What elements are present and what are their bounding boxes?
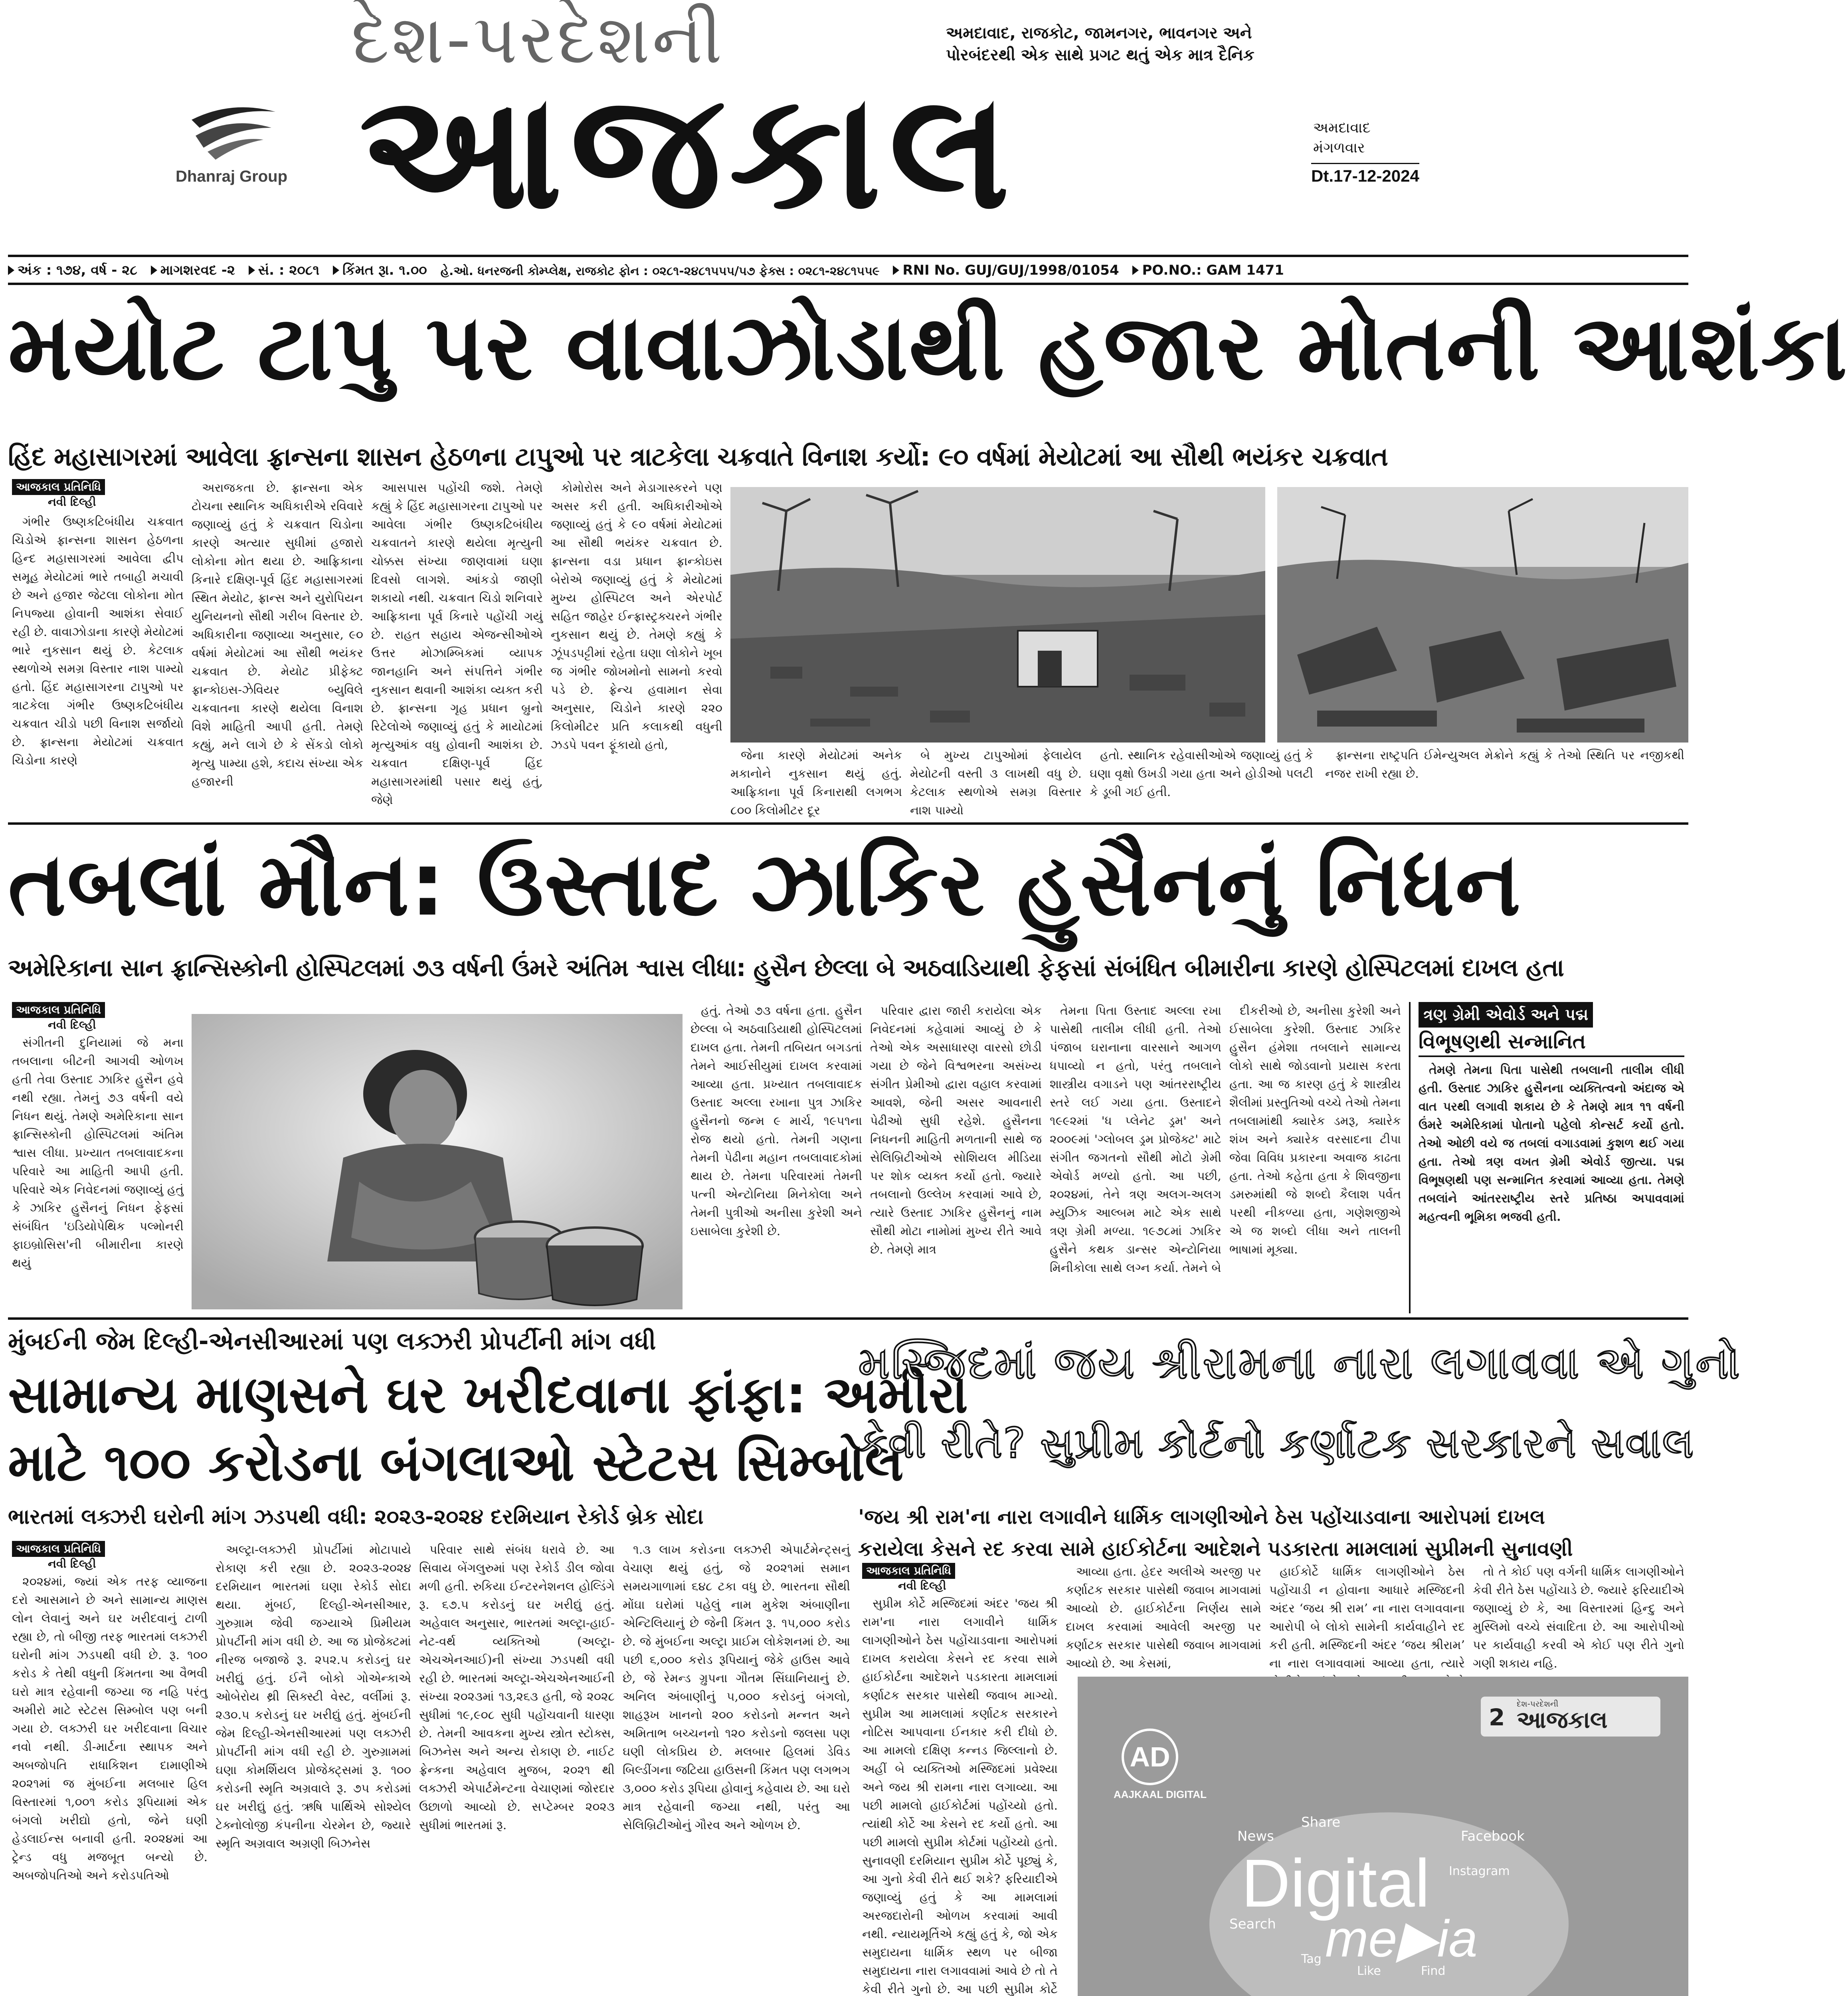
story3-kicker: મુંબઈની જેમ દિલ્હી-એનસીઆરમાં પણ લક્ઝરી પ્રોપર્ટીની માંગ વધી [8,1327,656,1355]
story1-headline: મયોટ ટાપુ પર વાવાઝોડાથી હજાર મોતની આશંકા [8,294,1848,400]
ad-paper-small: દેશ-પરદેશની [1517,1699,1559,1709]
story4-subhead-2: કરાયેલા કેસને રદ કરવા સામે હાઈકોર્ટના આદેશને પડકારતા મામલામાં સુપ્રીમની સુનાવણી [858,1537,1573,1560]
issue-number: અંક : ૧૭૪, વર્ષ - ૨૮ [18,262,137,278]
ad-brand: AAJKAAL DIGITAL [1114,1788,1207,1800]
story1-subhead: હિંદ મહાસાગરમાં આવેલા ફ્રાન્સના શાસન હેઠળના ટાપુઓ પર ત્રાટકેલા ચક્રવાતે વિનાશ કર્યો: ૯૦ વર્ષમાં મેયોટમાં આ સૌથી ભયંકર ચક્રવાત [8,442,1388,472]
story2-column-2: હતું. તેઓ ૭૩ વર્ષના હતા. હુસૈન છેલ્લા બે અઠવાડિયાથી હોસ્પિટલમાં દાખલ હતા. તેમની તબિયત બગડતાં તેમને આઈસીયુમાં દાખલ કરવામાં આવ્યા હતા. પ્રખ્યાત તબલાવાદક ઉસ્તાદ અલ્લા રખાના પુત્ર ઝાકિર હુસૈનનો જન્મ ૯ માર્ચ, ૧૯૫૧ના રોજ થયો હતો. તેમની ગણના તેમની પેઢીના મહાન તબલાવાદકોમાં થાય છે. તેમના પરિવારમાં તેમની પત્ની એન્ટોનિયા મિનેકોલા અને તેમની પુત્રીઓ અનીસા કુરેશી અને ઇસાબેલા કુરેશી છે. [691,1004,862,1238]
ad-word-like: Like [1357,1964,1381,1978]
story1-column-4: કોમોરોસ અને મેડાગાસ્કરને પણ અસર કરી હતી. અધિકારીઓએ જણાવ્યું હતું કે ૯૦ વર્ષમાં મેયોટમાં આ સૌથી ભયંકર ચક્રવાત છે. ફ્રાન્સના વડા પ્રધાન ફ્રાન્કોઇસ બેરોએ જણાવ્યું હતું કે મેયોટમાં મુખ્ય હોસ્પિટલ અને એરપોર્ટ સહિત જાહેર ઈન્ફ્રાસ્ટ્રક્ચરને ગંભીર નુકસાન થયું છે. તેમણે કહ્યું કે ઝૂંપડપટ્ટીમાં રહેતા ઘણા લોકોને ખૂબ જ ગંભીર જોખમોનો સામનો કરવો પડે છે. ફ્રેન્ચ હવામાન સેવા અનુસાર, ચિડોને કારણે ૨૨૦ કિલોમીટર પ્રતિ કલાકથી વધુની ઝડપે પવન ફૂંકાયો હતો, [551,481,722,752]
lunar-date: માગશરવદ -૨ [160,262,235,278]
story3-column-4: ૧.૩ લાખ કરોડના લક્ઝરી એપાર્ટમેન્ટ્સનું વેચાણ થયું હતું, જે ૨૦૨૧માં સમાન સમયગાળામાં ૬૪૮ ટકા વધુ છે. ભારતના સૌથી મોંઘા ઘરોમાં પહેલું નામ મુકેશ અંબાણીના એન્ટિલિયાનું છે જેની કિંમત રૂ. ૧૫,૦૦૦ કરોડ છે. જે મુંબઈના અલ્ટ્રા પ્રાઈમ લોકેશનમાં છે. આ પછી ૬,૦૦૦ કરોડ રૂપિયાનું જેકે હાઉસ આવે છે, જે રેમન્ડ ગ્રુપના ગૌતમ સિંઘાનિયાનું છે. અનિલ અંબાણીનું ૫,૦૦૦ કરોડનું બંગલો, શાહરૂખ ખાનનો ૨૦૦ કરોડનો મન્નત અને અમિતાભ બચ્ચનનો ૧૨૦ કરોડનો જલસા પણ ઘણી લોકપ્રિય છે. મલબાર હિલમાં ડેવિડ બિલ્ડીંગના જટિયા હાઉસની કિંમત પણ લગભગ ૩,૦૦૦ કરોડ રૂપિયા હોવાનું કહેવાય છે. આ ઘરો માત્ર રહેવાની જગ્યા નથી, પરંતુ આ સેલિબ્રિટીઓનું ગૌરવ અને ઓળખ છે. [623,1543,850,1832]
story1-column-3: આસપાસ પહોંચી જશે. તેમણે કહ્યું કે હિંદ મહાસાગરના ટાપુઓ પર આવેલા ગંભીર ઉષ્ણકટિબંધીય ચક્રવાતને કારણે થયેલા મૃત્યુની ચોક્કસ સંખ્યા જાણવામાં ઘણા દિવસો લાગશે. આંકડો જાણી શકાયો નથી. ચક્રવાત ચિડો શનિવારે આફ્રિકાના પૂર્વ કિનારે પહોંચી ગયું છે. રાહત સહાય એજન્સીઓએ ઉત્તર મોઝામ્બિકમાં વ્યાપક જાનહાનિ અને સંપત્તિને ગંભીર નુકસાન થવાની આશંકા વ્યક્ત કરી છે. ફ્રાન્સના ગૃહ પ્રધાન બ્રુનો રિટેલોએ જણાવ્યું હતું કે માયોટમાં મૃત્યુઆંક વધુ હોવાની આશંકા છે. ચક્રવાત દક્ષિણ-પૂર્વ હિંદ મહાસાગરમાંથી પસાર થયું હતું, જેણે [371,481,543,807]
story4-column-2: આવ્યા હતા. હેદર અલીએ અરજી પર કર્ણાટક સરકાર પાસેથી જવાબ માગવામાં આવ્યો છે. હાઈકોર્ટના નિર્ણય સામે દાખલ કરવામાં આવેલી અરજી પર કર્ણાટક સરકાર પાસેથી જવાબ માગવામાં આવ્યો છે. આ કેસમાં, [1066,1565,1261,1671]
story3-column-1: ૨૦૨૪માં, જ્યાં એક તરફ વ્યાજના દરો આસમાને છે અને સામાન્ય માણસ લોન લેવાનું અને ઘર ખરીદવાનું ટાળી રહ્યા છે, તો બીજી તરફ ભારતમાં લક્ઝરી ઘરોની માંગ ઝડપથી વધી છે. રૂ. ૧૦૦ કરોડ કે તેથી વધુની કિંમતના આ વૈભવી ઘરો માત્ર રહેવાની જગ્યા જ નહિ પરંતુ અમીરો માટે સ્ટેટસ સિમ્બોલ પણ બની ગયા છે. લક્ઝરી ઘર ખરીદવાના વિચાર નવો નથી. ડી-માર્ટના સ્થાપક અને અબજોપતિ રાધાકિશન દામાણીએ ૨૦૨૧માં જ મુંબઈના મલબાર હિલ વિસ્તારમાં ૧,૦૦૧ કરોડ રૂપિયામાં એક બંગલો ખરીદ્યો હતો, જેને ઘણી હેડલાઈન્સ બનાવી હતી. ૨૦૨૪માં આ ટ્રેન્ડ વધુ મજબૂત બન્યો છે. અબજોપતિઓ અને કરોડપતિઓ [12,1575,208,1883]
byline-label: આજકાલ પ્રતિનિધિ [12,1002,105,1018]
story4-column-4: તો તે કોઈ પણ વર્ગની ધાર્મિક લાગણીઓને કેવી રીતે ઠેસ પહોંચાડે છે. જ્યારે ફરિયાદીએ જણાવ્યું છે કે, આ વિસ્તારમાં હિન્દુ અને મુસ્લિમો વચ્ચે સંવાદિતા છે. આ આરોપીઓ પર કાર્યવાહી કરવી એ કોઈ પણ રીતે ગુનો ગણી શકાય નહિ. [1473,1565,1684,1671]
story2-subhead: અમેરિકાના સાન ફ્રાન્સિસ્કોની હોસ્પિટલમાં ૭૩ વર્ષની ઉંમરે અંતિમ શ્વાસ લીધા: હુસૈન છેલ્લા બે અઠવાડિયાથી ફેફસાં સંબંધિત બીમારીના કારણે હોસ્પિટલમાં દાખલ હતા [8,954,1564,982]
story1-column-8: ફ્રાન્સના રાષ્ટ્રપતિ ઈમેન્યુઅલ મેક્રોને કહ્યું કે તેઓ સ્થિતિ પર નજીકથી નજર રાખી રહ્યા છે. [1325,748,1684,781]
ad-paper-name: આજકાલ [1517,1706,1608,1733]
tagline-line-1: અમદાવાદ, રાજકોટ, જામનગર, ભાવનગર અને [946,24,1252,42]
story4-subhead-1: 'જય શ્રી રામ'ના નારા લગાવીને ધાર્મિક લાગણીઓને ઠેસ પહોંચાડવાના આરોપમાં દાખલ [858,1505,1545,1529]
story3-byline [12,1541,180,1571]
dateline: નવી દિલ્હી [48,1018,96,1032]
zakir-hussain-photo [192,1014,683,1309]
ad-word-share: Share [1301,1814,1341,1830]
story3-headline-line-2: માટે ૧૦૦ કરોડના બંગલાઓ સ્ટેટસ સિમ્બોલ [8,1433,904,1493]
story4-column-3: હાઈકોર્ટે ધાર્મિક લાગણીઓને ઠેસ પહોંચાડી ન હોવાના આધારે મસ્જિદની અંદર ‘જય શ્રી રામ’ ના નારા લગાવવાના આરોપી બે લોકો સામેની કાર્યવાહીને રદ કરી હતી. મસ્જિદની અંદર ‘જય શ્રીરામ’ ના નારા લગાવવામાં આવ્યા હતા, ત્યારે [1269,1565,1465,1671]
postal-number: PO.NO.: GAM 1471 [1142,262,1284,278]
dateline: નવી દિલ્હી [48,495,96,509]
story2-column-1: સંગીતની દુનિયામાં જે મના તબલાના બીટની આગવી ઓળખ હતી તેવા ઉસ્તાદ ઝાકિર હુસૈન હવે નથી રહ્યા. તેમનું ૭૩ વર્ષની વયે નિધન થયું. તેમણે અમેરિકાના સાન ફ્રાન્સિસ્કોની હોસ્પિટલમાં અંતિમ શ્વાસ લીધા. પ્રખ્યાત તબલાવાદકના પરિવારે આ માહિતી આપી હતી. પરિવારે એક નિવેદનમાં જણાવ્યું હતું કે ઝાકિર હુસૈનનું નિધન ફેફસાં સંબંધિત 'ઇડિયોપેથિક પલ્મોનરી ફાઇબ્રોસિસ'ની બીમારીના કારણે થયું [12,1036,184,1270]
rni-number: RNI No. GUJ/GUJ/1998/01054 [902,262,1119,278]
cyclone-damage-photo-2 [1277,487,1688,743]
aajkaal-digital-logo-icon: AD [1122,1729,1178,1785]
group-name: Dhanraj Group [176,168,288,185]
story2-column-5: દીકરીઓ છે, અનીસા કુરેશી અને ઈસાબેલા કુરેશી. ઉસ્તાદ ઝાકિર હુસૈન હંમેશા તબલાને સામાન્ય લોકો સાથે જોડવાનો પ્રયાસ કરતા હતા. આ જ કારણ હતું કે શાસ્ત્રીય શૈલીમાં પ્રસ્તુતિઓ વચ્ચે તેઓ તેમના તબલામાંથી ક્યારેક ડમરૂ, ક્યારેક શંખ અને ક્યારેક વરસાદના ટીપા જેવા વિવિધ પ્રકારના અવાજ કાઢતા હતા. તેઓ કહેતા હતા કે શિવજીના ડમરુમાંથી જે શબ્દો કૈલાશ પર્વત પરથી નીકળ્યા હતા, ગણેશજીએ એ જ શબ્દો લીધા અને તાલની ભાષામાં મૂક્યા. [1229,1004,1401,1257]
story3-headline-line-1: સામાન્ય માણસને ઘર ખરીદવાના ફાંફા: અમીરો [8,1365,968,1425]
dhanraj-logo-icon [184,96,279,164]
story4-byline [862,1563,1030,1593]
meta-bar [8,260,1688,280]
edition-date: Dt.17-12-2024 [1311,163,1419,186]
ad-aajkaal-logo [1481,1697,1660,1737]
ad-media-text: me▶ia [1325,1909,1478,1968]
story2-byline [12,1002,180,1032]
awards-box-text: તેમણે તેમના પિતા પાસેથી તબલાની તાલીમ લીધી હતી. ઉસ્તાદ ઝાકિર હુસૈનના વ્યક્તિત્વનો અંદાજ એ વાત પરથી લગાવી શકાય છે કે તેમણે માત્ર ૧૧ વર્ષની ઉંમરે અમેરિકામાં પોતાનો પહેલો કોન્સર્ટ કર્યો હતો. તેઓ ઓછી વયે જ તબલાં વગાડવામાં કુશળ થઈ ગયા હતા. તેઓ ત્રણ વખત ગ્રેમી એવોર્ડ જીત્યા. પદ્મ વિભૂષણથી પણ સન્માનિત કરવામાં આવ્યા હતા. તેમણે તબલાંને આંતરરાષ્ટ્રીય સ્તરે પ્રતિષ્ઠા અપાવવામાં મહત્વની ભૂમિકા ભજવી હતી. [1419,1063,1684,1224]
story1-column-7: હતો. સ્થાનિક રહેવાસીઓએ જણાવ્યું હતું કે ઘણા વૃક્ષો ઉખડી ગયા હતા અને હોડીઓ પલટી કે ડૂબી ગઈ હતી. [1090,748,1313,799]
story1-column-6: બે મુખ્ય ટાપુઓમાં ફેલાયેલ મેયોટની વસ્તી ૩ લાખથી વધુ છે. કેટલાક સ્થળોએ સમગ્ર વિસ્તાર નાશ પામ્યો [910,748,1082,818]
ad-word-news: News [1237,1828,1274,1844]
ad-word-instagram: Instagram [1449,1864,1510,1878]
ad-logo-2-icon: 2 [1489,1704,1505,1731]
tagline-line-2: પોરબંદરથી એક સાથે પ્રગટ થતું એક માત્ર દૈનિક [946,46,1254,64]
ad-word-facebook: Facebook [1461,1828,1525,1844]
office-address: હે.ઓ. ધનરજની કોમ્પ્લેક્ષ, રાજકોટ ફોન : ૦૨૮૧-૨૪૮૧૫૫૫/૫૭ ફેક્સ : ૦૨૮૧-૨૪૮૧૫૫૯ [440,264,880,278]
story1-column-2: અરાજકતા છે. ફ્રાન્સના એક ટોચના સ્થાનિક અધિકારીએ રવિવારે જણાવ્યું હતું કે ચક્રવાત ચિડોના કારણે અત્યાર સુધીમાં હજારો લોકોના મોત થયા છે. આફ્રિકાના કિનારે દક્ષિણ-પૂર્વ હિંદ મહાસાગરમાં સ્થિત મેયોટ, ફ્રાન્સ અને યુરોપિયન યુનિયનનો સૌથી ગરીબ વિસ્તાર છે. અધિકારીના જણાવ્યા અનુસાર, ૯૦ વર્ષમાં મેયોટમાં આ સૌથી ભયંકર ચક્રવાત છે. મેયોટ પ્રીફેક્ટ ફ્રાન્કોઇસ-ઝેવિયર બ્યુવિલે ચક્રવાતના કારણે થયેલા વિનાશ વિશે માહિતી આપી હતી. તેમણે કહ્યું, મને લાગે છે કે સેંકડો લોકો મૃત્યુ પામ્યા હશે, કદાચ સંખ્યા એક હજારની [192,481,363,789]
masthead [0,0,1696,255]
masthead-top-script: દેશ-પરદેશની [351,0,725,79]
dateline: નવી દિલ્હી [898,1579,946,1592]
cyclone-damage-photo-1 [730,487,1265,743]
samvat-year: સં. : ૨૦૮૧ [258,262,320,278]
story1-byline [12,479,180,509]
price: કિંમત રૂા. ૧.૦૦ [342,262,427,278]
story2-column-4: તેમના પિતા ઉસ્તાદ અલ્લા રખા પાસેથી તાલીમ લીધી હતી. તેઓ પંજાબ ઘરાનાના વારસાને આગળ ધપાવ્યો ન હતો, પરંતુ તબલાને શાસ્ત્રીય વગાડને પણ આંતરરાષ્ટ્રીય સ્તરે લઈ ગયા હતા. ઉસ્તાદને ૧૯૯૨માં 'ધ પ્લેનેટ ડ્રમ' અને ૨૦૦૯માં 'ગ્લોબલ ડ્રમ પ્રોજેક્ટ' માટે સંગીત જગતનો સૌથી મોટો ગ્રેમી એવોર્ડ મળ્યો હતો. આ પછી, ૨૦૨૪માં, તેને ત્રણ અલગ-અલગ મ્યુઝિક આલ્બમ માટે એક સાથે ત્રણ ગ્રેમી મળ્યા. ૧૯૭૮માં ઝાકિર હુસૈને કથક ડાન્સર એન્ટોનિયા મિનીકોલા સાથે લગ્ન કર્યા. તેમને બે [1050,1004,1221,1275]
story3-subhead: ભારતમાં લક્ઝરી ઘરોની માંગ ઝડપથી વધી: ૨૦૨૩-૨૦૨૪ દરમિયાન રેકોર્ડ બ્રેક સોદા [8,1505,704,1529]
ad-digital-text: Digital [1241,1846,1430,1921]
awards-box [1409,1002,1684,1313]
ad-word-find: Find [1421,1964,1446,1978]
story4-headline-box [858,1323,1742,1499]
story2-column-3: પરિવાર દ્વારા જારી કરાયેલા એક નિવેદનમાં કહેવામાં આવ્યું છે કે તેઓ એક અસાધારણ વારસો છોડી ગયા છે જેને વિશ્વભરના અસંખ્ય સંગીત પ્રેમીઓ દ્વારા વહાલ કરવામાં આવશે, જેની અસર આવનારી પેઢીઓ સુધી રહેશે. હુસૈનના નિધનની માહિતી મળતાની સાથે જ સેલિબ્રિટીઓએ સોશિયલ મીડિયા પર શોક વ્યક્ત કર્યો હતો. જ્યારે તબલાનો ઉલ્લેખ કરવામાં આવે છે, ત્યારે ઉસ્તાદ ઝાકિર હુસૈનનું નામ સૌથી મોટા નામોમાં મુખ્ય રીતે આવે છે. તેમણે માત્ર [870,1004,1042,1257]
ad-word-search: Search [1229,1916,1276,1932]
awards-box-title-2: વિભૂષણથી સન્માનિત [1419,1028,1684,1057]
ad-word-tag: Tag [1301,1952,1322,1966]
story2-headline: તબલાં મૌન: ઉસ્તાદ ઝાકિર હુસૈનનું નિધન [8,833,1522,935]
story4-headline-line-1: મસ્જિદમાં જય શ્રીરામના નારા લગાવવા એ ગુનો [858,1337,1742,1389]
story3-column-2: અલ્ટ્રા-લક્ઝરી પ્રોપર્ટીમાં મોટાપાયે રોકાણ કરી રહ્યા છે. ૨૦૨૩-૨૦૨૪ દરમિયાન ભારતમાં ઘણા રેકોર્ડ સોદા થયા. મુંબઈ, દિલ્હી-એનસીઆર, ગુરુગ્રામ જેવી જગ્યાએ પ્રિમીયમ પ્રોપર્ટીની માંગ વધી છે. આ જ પ્રોજેક્ટમાં નીરજ બજાજે રૂ. ૨૫૨.૫ કરોડનું ઘર ખરીદ્યું હતું. ઈનૈ બોકો ગોએન્કાએ ઓબેરોય થ્રી સિક્સ્ટી વેસ્ટ, વર્લીમાં રૂ. ૨૩૦.૫ કરોડનું ઘર ખરીદ્યું હતું. મુંબઈની જેમ દિલ્હી-એનસીઆરમાં પણ લક્ઝરી પ્રોપર્ટીની માંગ વધી રહી છે. ગુરુગ્રામમાં ઘણા કોમર્શિયલ પ્રોજેક્ટ્સમાં રૂ. ૧૦૦ કરોડની સ્મૃતિ અગ્રવાલે રૂ. ૭૫ કરોડમાં ઘર ખરીદ્યું હતું. ઋષિ પાર્થિએ સોશ્યેલ ટેક્નોલોજી કંપનીના ચેરમેન છે, જ્યારે સ્મૃતિ અગ્રવાલ અગ્રણી બિઝનેસ [216,1543,411,1851]
masthead-title: આજકાલ [359,59,1018,244]
awards-box-title-1: ત્રણ ગ્રેમી એવોર્ડ અને પદ્મ [1419,1002,1593,1028]
story1-column-1: ગંભીર ઉષ્ણકટિબંધીય ચક્રવાત ચિડોએ ફ્રાન્સના શાસન હેઠળના હિન્દ મહાસાગરમાં આવેલા દ્વીપ સમૂહ મેયોટમાં ભારે તબાહી મચાવી છે અને હજાર જેટલા લોકોના મોત નિપજ્યા હોવાની આશંકા સેવાઈ રહી છે. વાવાઝોડાના કારણે મેયોટમાં ભારે નુકસાન થયું છે. કેટલાક સ્થળોએ સમગ્ર વિસ્તાર નાશ પામ્યો હતો. હિંદ મહાસાગરના ટાપુઓ પર ત્રાટકેલા ગંભીર ઉષ્ણકટિબંધીય ચક્રવાત ચીડો પછી વિનાશ સર્જાયો છે. ફ્રાન્સના મેયોટમાં ચક્રવાત ચિડોના કારણે [12,515,184,768]
byline-label: આજકાલ પ્રતિનિધિ [12,1541,105,1557]
story3-column-3: પરિવાર સાથે સંબંધ ધરાવે છે. આ સિવાય બેંગલુરુમાં પણ રેકોર્ડ ડીલ જોવા મળી હતી. રુકિયા ઈન્ટરનેશનલ હોલ્ડિંગે રૂ. ૬૭.૫ કરોડનું ઘર ખરીદ્યું હતું. અહેવાલ અનુસાર, ભારતમાં અલ્ટ્રા-હાઈ-નેટ-વર્થ વ્યક્તિઓ (અલ્ટ્રા-એચએનઆઈ)ની સંખ્યા ઝડપથી વધી રહી છે. ભારતમાં અલ્ટ્રા-એચએનઆઈની સંખ્યા ૨૦૨૩માં ૧૩,૨૬૩ હતી, જે ૨૦૨૮ સુધીમાં ૧૯,૯૦૮ સુધી પહોંચવાની ધારણા છે. તેમની આવકના મુખ્ય સ્ત્રોત સ્ટોક્સ, બિઝનેસ અને અન્ય રોકાણ છે. નાઈટ ફ્રેન્કના અહેવાલ મુજબ, ૨૦૨૧ થી લક્ઝરી એપાર્ટમેન્ટના વેચાણમાં જોરદાર ઉછાળો આવ્યો છે. સપ્ટેમ્બર ૨૦૨૩ સુધીમાં ભારતમાં રૂ. [419,1543,615,1832]
dateline: નવી દિલ્હી [48,1557,96,1570]
story1-column-5: જેના કારણે મેયોટમાં અનેક મકાનોને નુકસાન થયું હતું. આફ્રિકાના પૂર્વ કિનારાથી લગભગ ૮૦૦ કિલોમીટર દૂર [730,748,902,818]
story4-column-1: સુપ્રીમ કોર્ટે મસ્જિદમાં અંદર 'જય શ્રી રામ'ના નારા લગાવીને ધાર્મિક લાગણીઓને ઠેસ પહોંચાડવાના આરોપમાં દાખલ કરાયેલા કેસને રદ કરવા સામે હાઈકોર્ટના આદેશને પડકારતા મામલામાં કર્ણાટક સરકાર પાસેથી જવાબ માગ્યો. સુપ્રીમ આ મામલામાં કર્ણાટક સરકારને નોટિસ આપવાના ઈનકાર કરી દીધો છે. આ મામલો દક્ષિણ કન્નડ જિલ્લાનો છે. અહીં બે વ્યક્તિઓ મસ્જિદમાં પ્રવેશ્યા અને જય શ્રી રામના નારા લગાવ્યા. આ પછી મામલો હાઈકોર્ટમાં પહોંચ્યો હતો. ત્યાંથી કોર્ટે આ કેસને રદ કર્યો હતો. આ પછી મામલો સુપ્રીમ કોર્ટમાં પહોંચ્યો હતો. સુનાવણી દરમિયાન સુપ્રીમ કોર્ટે પૂછ્યું કે, આ ગુનો કેવી રીતે થઈ શકે? ફરિયાદીએ જણાવ્યું હતું કે આ મામલામાં અરજદારોની ઓળખ કરવામાં આવી નથી. ન્યાયમૂર્તિએ કહ્યું હતું કે, જો એક સમુદાયના ધાર્મિક સ્થળ પર બીજા સમુદાયના નારા લગાવવામાં આવે છે તો તે કેવી રીતે ગુનો છે. આ પછી સુપ્રીમ કોર્ટે [862,1597,1058,1996]
edition-city: અમદાવાદ [1313,120,1371,136]
story4-headline-line-2: કેવી રીતે? સુપ્રીમ કોર્ટનો કર્ણાટક સરકારને સવાલ [858,1419,1695,1467]
edition-day: મંગળવાર [1313,140,1365,156]
byline-label: આજકાલ પ્રતિનિધિ [12,479,105,495]
digital-media-ad[interactable] [1078,1677,1688,1996]
byline-label: આજકાલ પ્રતિનિધિ [862,1563,955,1579]
